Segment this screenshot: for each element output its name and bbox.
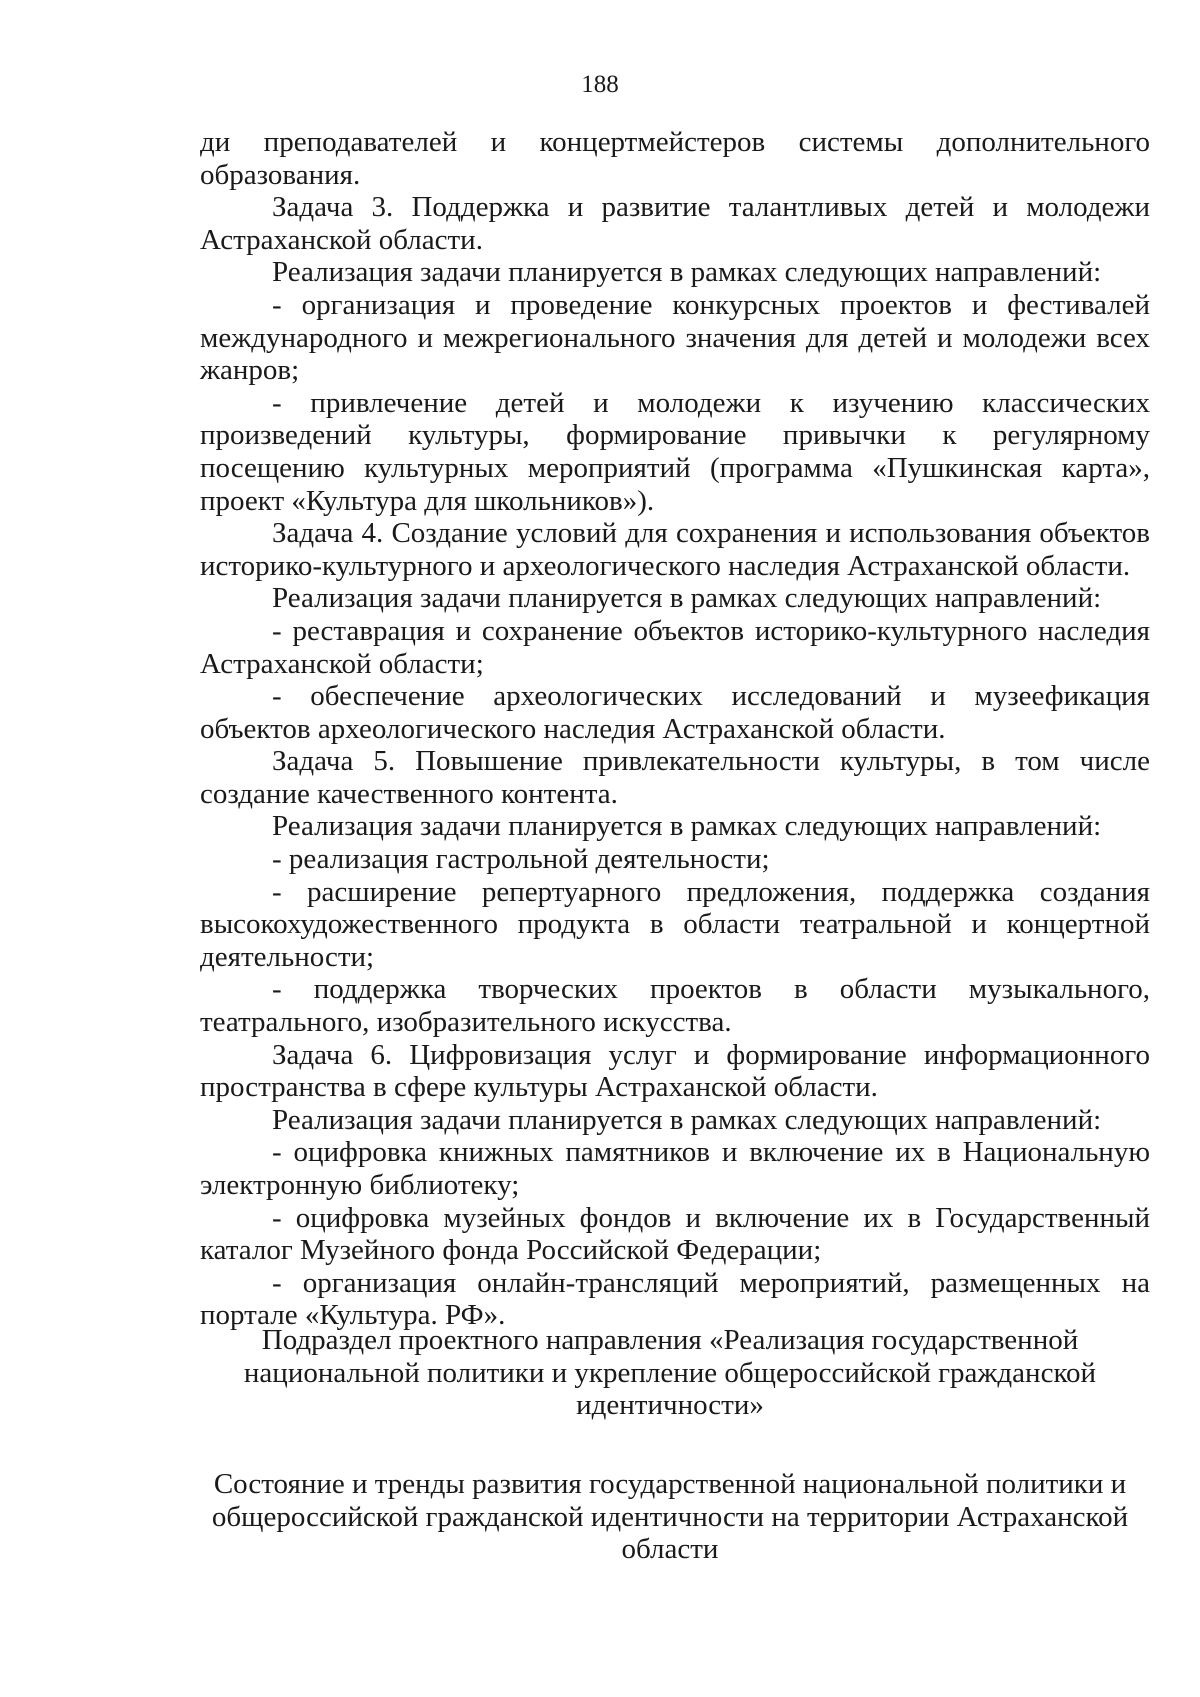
list-item-classical-works: - привлечение детей и молодежи к изучению классических произведений культуры, формирование привычки к регулярному посещению культурных мероприятий (программа «Пушкинская карта», проект «Культура для школьников»). (200, 386, 1150, 517)
list-item-touring: - реализация гастрольной деятельности; (272, 843, 770, 876)
subsection-heading: Подраздел проектного направления «Реализация государственной национальной политики и укрепление общероссийской гражданской идентичности» (243, 1324, 1097, 1422)
body-text (200, 126, 1150, 1332)
paragraph-task-3-directions: Реализация задачи планируется в рамках следующих направлений: (272, 256, 1102, 289)
list-item-repertoire: - расширение репертуарного предложения, поддержка создания высокохудожественного продукта в области театральной и концертной деятельности; (200, 875, 1150, 973)
list-item-book-digitization: - оцифровка книжных памятников и включение их в Национальную электронную библиотеку; (200, 1136, 1150, 1201)
paragraph-continuation: ди преподавателей и концертмейстеров системы дополнительного образования. (200, 126, 1150, 191)
paragraph-task-4-directions: Реализация задачи планируется в рамках следующих направлений: (272, 582, 1102, 615)
state-trends-heading: Состояние и тренды развития государственной национальной политики и общероссийской гражданской идентичности на территории Астраханской области (211, 1468, 1129, 1566)
list-item-archaeology: - обеспечение археологических исследований и музеефикация объектов археологического наследия Астраханской области. (200, 680, 1150, 745)
list-item-competitions: - организация и проведение конкурсных проектов и фестивалей международного и межрегионального значения для детей и молодежи всех жанров; (200, 288, 1150, 387)
list-item-online-broadcasts: - организация онлайн-трансляций мероприятий, размещенных на портале «Культура. РФ». (200, 1266, 1150, 1332)
paragraph-task-6: Задача 6. Цифровизация услуг и формирование информационного пространства в сфере культуры Астраханской области. (200, 1038, 1150, 1104)
paragraph-task-4: Задача 4. Создание условий для сохранения и использования объектов историко-культурного и археологического наследия Астраханской области. (200, 517, 1150, 582)
list-item-museum-digitization: - оцифровка музейных фондов и включение их в Государственный каталог Музейного фонда Российской Федерации; (200, 1201, 1150, 1267)
paragraph-task-6-directions: Реализация задачи планируется в рамках следующих направлений: (272, 1103, 1102, 1136)
page-number: 188 (581, 71, 619, 98)
list-item-restoration: - реставрация и сохранение объектов историко-культурного наследия Астраханской области; (200, 614, 1150, 680)
paragraph-task-5: Задача 5. Повышение привлекательности культуры, в том числе создание качественного контента. (200, 745, 1150, 810)
list-item-creative-projects: - поддержка творческих проектов в области музыкального, театрального, изобразительного искусства. (200, 973, 1150, 1039)
paragraph-task-3: Задача 3. Поддержка и развитие талантливых детей и молодежи Астраханской области. (200, 191, 1150, 256)
paragraph-task-5-directions: Реализация задачи планируется в рамках следующих направлений: (272, 810, 1102, 843)
